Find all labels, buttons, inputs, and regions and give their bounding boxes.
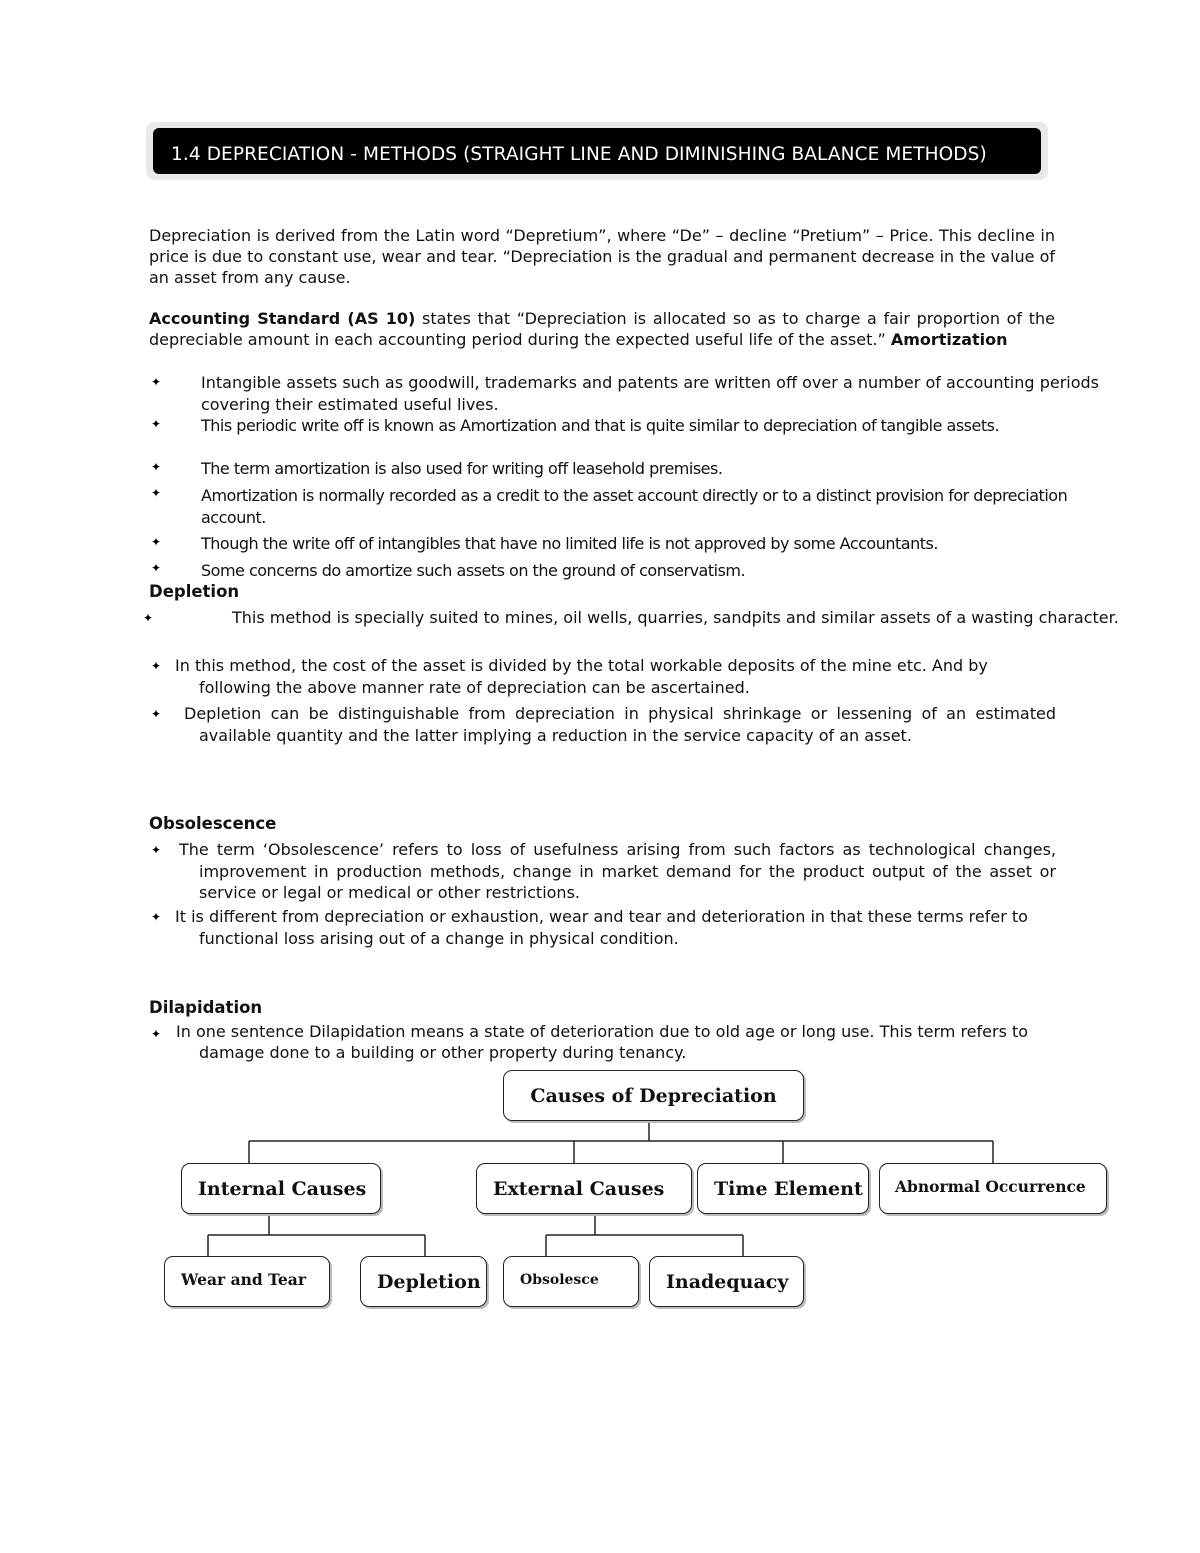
bullet-icon: ✦ [151,1027,162,1041]
depletion-item-2: In this method, the cost of the asset is divided by the total workable deposits of the mine etc. And by following the above manner rate of depreciation can be ascertained. [175,656,988,697]
obsolescence-item-1: The term ‘Obsolescence’ refers to loss of usefulness arising from such factors as technological changes, improvement in production methods, change in market demand for the product output of the asset or service or legal or medical or other restrictions. [179,840,1056,902]
page-title: 1.4 DEPRECIATION - METHODS (STRAIGHT LINE AND DIMINISHING BALANCE METHODS) [171,144,987,165]
diagram-root-node [503,1070,804,1121]
obsolescence-heading: Obsolescence [149,814,277,833]
diagram-label-internal: Internal Causes [198,1177,367,1200]
depletion-heading: Depletion [149,582,240,601]
depletion-item-3: Depletion can be distinguishable from depreciation in physical shrinkage or lessening of an estimated available quantity and the latter implying a reduction in the service capacity of an asset. [184,704,1056,745]
amortization-item-3: The term amortization is also used for writing off leasehold premises. [201,459,723,478]
diagram-node-abnormal [879,1163,1107,1214]
intro-paragraph: Depreciation is derived from the Latin word “Depretium”, where “De” – decline “Pretium” – Price. This decline in price is due to constant use, wear and tear. “Depreciation is the gradual and permanent decrease in the value of an asset from any cause. [149,226,1055,287]
bullet-icon: ✦ [151,910,162,924]
bullet-icon: ✦ [151,460,162,474]
diagram-label-obsolesce: Obsolesce [520,1271,599,1288]
diagram-node-internal [181,1163,381,1214]
diagram-label-abnormal: Abnormal Occurrence [895,1177,1086,1196]
bullet-icon: ✦ [151,561,162,575]
diagram-root-label: Causes of Depreciation [530,1084,777,1107]
diagram-node-inadequacy [649,1256,804,1307]
diagram-node-time [697,1163,869,1214]
bullet-icon: ✦ [151,843,162,857]
dilapidation-item-1: In one sentence Dilapidation means a state of deterioration due to old age or long use. This term refers to damage done to a building or other property during tenancy. [176,1022,1029,1062]
diagram-node-external [476,1163,692,1214]
as10-label: Accounting Standard (AS 10) [149,309,416,328]
amortization-item-1: Intangible assets such as goodwill, trademarks and patents are written off over a number of accounting periods covering their estimated useful lives. [201,373,1099,414]
diagram-label-external: External Causes [493,1177,665,1200]
obsolescence-item-2: It is different from depreciation or exhaustion, wear and tear and deterioration in that these terms refer to functional loss arising out of a change in physical condition. [175,907,1028,948]
amortization-item-4: Amortization is normally recorded as a credit to the asset account directly or to a distinct provision for depreciation account. [201,486,1068,527]
diagram-label-inadequacy: Inadequacy [666,1270,789,1293]
depletion-item-1: This method is specially suited to mines, oil wells, quarries, sandpits and similar assets of a wasting character. [232,608,1119,627]
bullet-icon: ✦ [151,417,162,431]
amortization-item-2: This periodic write off is known as Amortization and that is quite similar to depreciation of tangible assets. [201,416,1000,435]
diagram-node-wear [164,1256,330,1307]
bullet-icon: ✦ [151,535,162,549]
amortization-heading: Amortization [890,330,1008,349]
diagram-node-depletion [360,1256,487,1307]
bullet-icon: ✦ [151,707,162,721]
diagram-label-depletion: Depletion [377,1270,481,1293]
as10-text: states that “Depreciation is allocated so as to charge a fair proportion of the depreciable amount in each accounting period during the expected useful life of the asset.” [149,309,1056,349]
amortization-item-5: Though the write off of intangibles that have no limited life is not approved by some Accountants. [201,534,938,553]
diagram-label-wear: Wear and Tear [181,1270,306,1289]
bullet-icon: ✦ [151,659,162,673]
bullet-icon: ✦ [143,611,154,625]
bullet-icon: ✦ [151,375,162,389]
bullet-icon: ✦ [151,486,162,500]
dilapidation-heading: Dilapidation [149,998,263,1017]
diagram-node-obsolesce [503,1256,639,1307]
diagram-label-time: Time Element [714,1177,863,1200]
amortization-item-6: Some concerns do amortize such assets on the ground of conservatism. [201,561,746,580]
